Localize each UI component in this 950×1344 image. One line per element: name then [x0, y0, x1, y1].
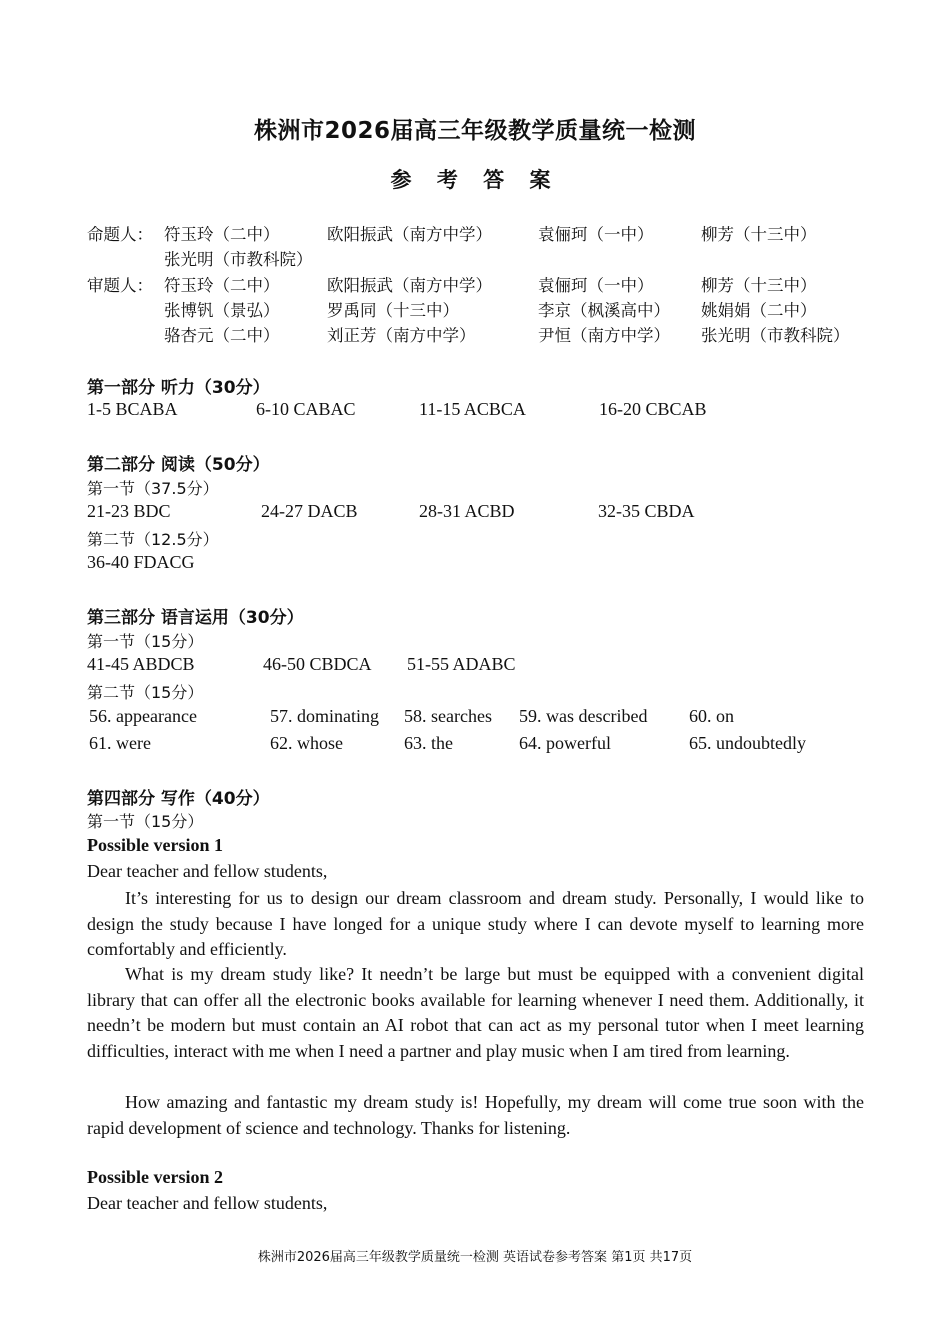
page-footer: 株洲市2026届高三年级教学质量统一检测 英语试卷参考答案 第1页 共17页 — [257, 1250, 693, 1265]
version1-paragraph-1: It’s interesting for us to design our dream classroom and dream study. Personally, I would like to design the study because I have longed for a unique study where I can devote myself to learning more comfortably and efficiently. — [87, 888, 864, 959]
reviewer-name: 欧阳振武（南方中学） — [327, 276, 492, 295]
reviewer-name: 刘正芳（南方中学） — [327, 326, 476, 345]
part2-heading: 第二部分 阅读（50分） — [87, 455, 270, 475]
answer-group: 16-20 CBCAB — [599, 399, 707, 419]
reviewer-name: 柳芳（十三中） — [701, 276, 817, 295]
version1-paragraph-3: How amazing and fantastic my dream study is! Hopefully, my dream will come true soon with the rapid development of science and technology. Thanks for listening. — [87, 1092, 864, 1138]
reviewer-name: 尹恒（南方中学） — [538, 326, 670, 345]
version2-label: Possible version 2 — [87, 1167, 224, 1187]
version2-greeting: Dear teacher and fellow students, — [87, 1193, 328, 1213]
answer-group: 1-5 BCABA — [87, 399, 178, 419]
answer-item: 59. was described — [519, 706, 648, 726]
reviewer-name: 张光明（市教科院） — [701, 326, 850, 345]
reviewer-name: 罗禹同（十三中） — [327, 301, 459, 320]
part1-heading: 第一部分 听力（30分） — [87, 378, 270, 398]
answer-group: 11-15 ACBCA — [419, 399, 526, 419]
version1-paragraph-2: What is my dream study like? It needn’t be large but must be equipped with a convenient digital library that can offer all the electronic books available for learning whenever I need them. Additionally, it needn’t be modern but must contain an AI robot that can act as my personal tutor when I meet learning difficulties, interact with me when I need a partner and play music when I am tired from learning. — [87, 964, 864, 1061]
reviewer-name: 姚娟娟（二中） — [701, 301, 817, 320]
part2-section2-label: 第二节（12.5分） — [87, 530, 219, 549]
part3-section1-label: 第一节（15分） — [87, 632, 204, 651]
part4-section1-label: 第一节（15分） — [87, 812, 204, 831]
setter-name: 柳芳（十三中） — [701, 225, 817, 244]
answer-group: 24-27 DACB — [261, 501, 358, 521]
reviewer-name: 骆杏元（二中） — [164, 326, 280, 345]
answer-group: 51-55 ADABC — [407, 654, 516, 674]
part2-section1-label: 第一节（37.5分） — [87, 479, 219, 498]
answer-group: 21-23 BDC — [87, 501, 171, 521]
reviewer-name: 张博钒（景弘） — [164, 301, 280, 320]
version1-label: Possible version 1 — [87, 835, 224, 855]
answer-item: 63. the — [404, 733, 453, 753]
reviewers-label: 审题人： — [87, 276, 153, 295]
setter-name: 符玉玲（二中） — [164, 225, 280, 244]
part4-heading: 第四部分 写作（40分） — [87, 789, 270, 809]
answer-group: 32-35 CBDA — [598, 501, 695, 521]
setter-name: 张光明（市教科院） — [164, 250, 313, 269]
version1-greeting: Dear teacher and fellow students, — [87, 861, 328, 881]
answer-item: 62. whose — [270, 733, 343, 753]
answer-group: 28-31 ACBD — [419, 501, 515, 521]
answer-item: 56. appearance — [89, 706, 197, 726]
answer-item: 61. were — [89, 733, 151, 753]
answer-group: 46-50 CBDCA — [263, 654, 372, 674]
setter-name: 欧阳振武（南方中学） — [327, 225, 492, 244]
page-subtitle: 参 考 答 案 — [390, 168, 560, 192]
reviewer-name: 袁俪珂（一中） — [538, 276, 654, 295]
reviewer-name: 李京（枫溪高中） — [538, 301, 670, 320]
part3-heading: 第三部分 语言运用（30分） — [87, 608, 304, 628]
reviewer-name: 符玉玲（二中） — [164, 276, 280, 295]
answer-group: 6-10 CABAC — [256, 399, 356, 419]
answer-item: 65. undoubtedly — [689, 733, 806, 753]
answer-item: 58. searches — [404, 706, 492, 726]
answer-group: 41-45 ABDCB — [87, 654, 195, 674]
part3-section2-label: 第二节（15分） — [87, 683, 204, 702]
setter-name: 袁俪珂（一中） — [538, 225, 654, 244]
answer-item: 60. on — [689, 706, 734, 726]
answer-group: 36-40 FDACG — [87, 552, 195, 572]
answer-item: 57. dominating — [270, 706, 379, 726]
page-title: 株洲市2026届高三年级教学质量统一检测 — [253, 118, 696, 144]
answer-item: 64. powerful — [519, 733, 611, 753]
setters-label: 命题人： — [87, 225, 153, 244]
